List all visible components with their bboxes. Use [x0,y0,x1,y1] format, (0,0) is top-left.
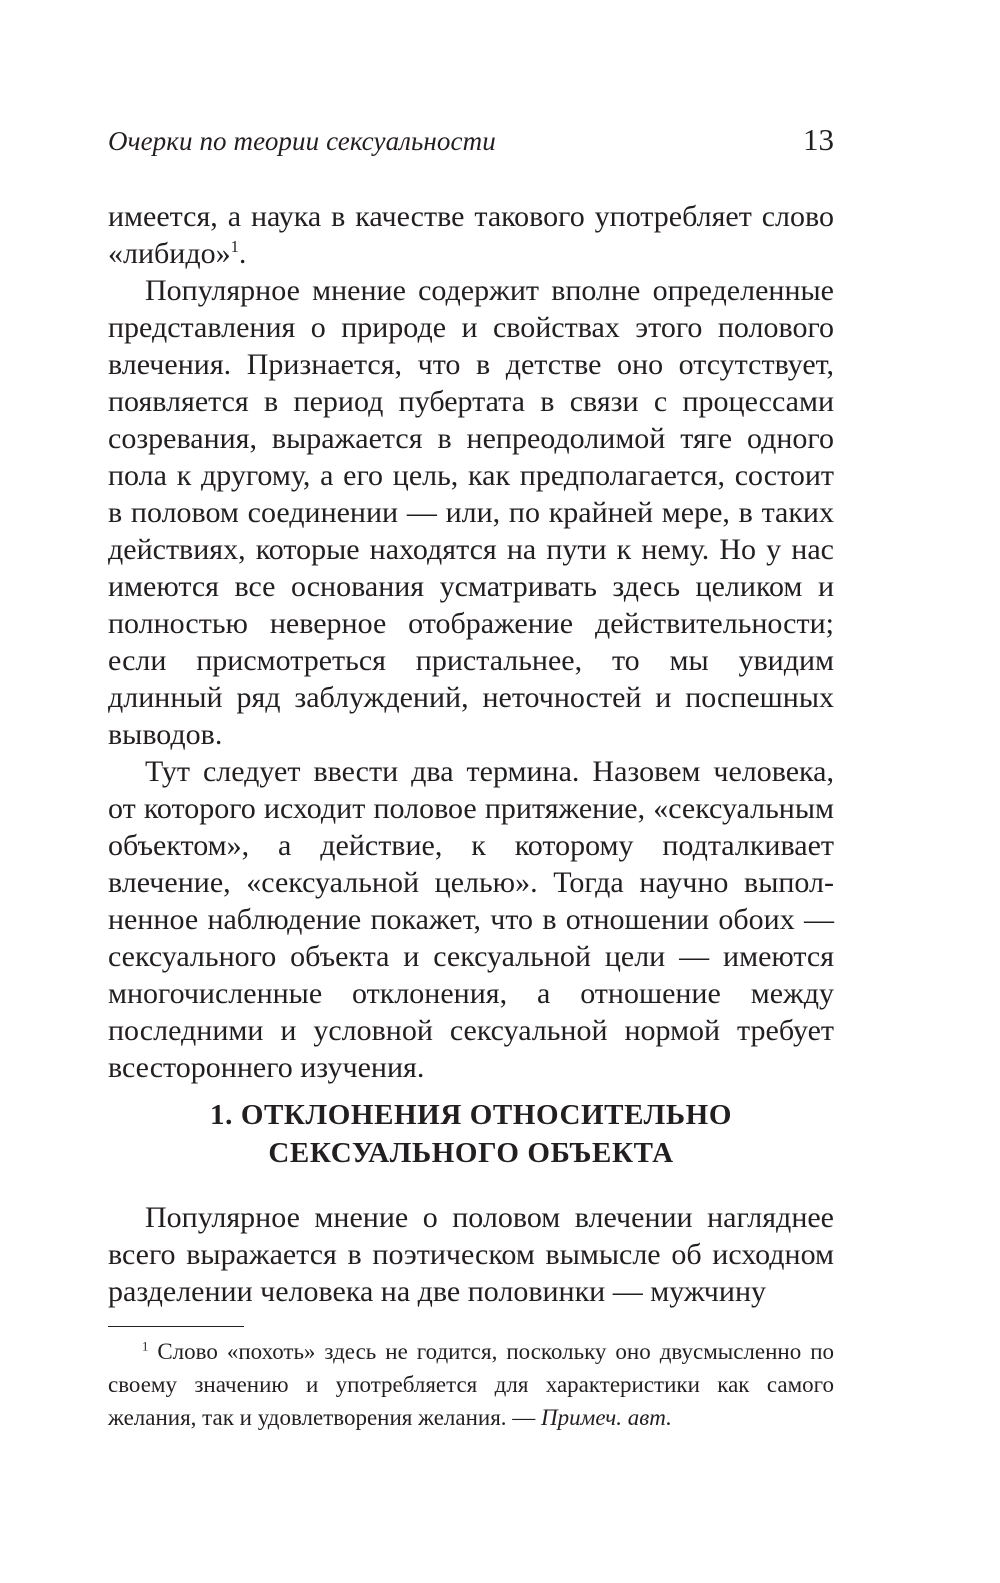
body-text-top [108,198,834,1086]
body-text-bottom [108,1199,834,1310]
running-title: Очерки по теории сексуальности [108,126,496,156]
section-heading-line-1: 1. ОТКЛОНЕНИЯ ОТНОСИТЕЛЬНО [210,1099,732,1131]
footnote-attribution: Примеч. авт. [541,1405,672,1430]
footnote-text: Слово «похоть» здесь не годится, поскольку оно двусмысленно по своему значению и употребляется для характеристики как самого желания, так и удовлетворения желания. — [108,1339,835,1430]
footnote-mark: 1 [142,1339,149,1354]
running-head [108,122,834,166]
page-number: 13 [803,122,834,157]
footnote-divider [108,1326,244,1327]
paragraph-text-end: . [238,237,247,270]
footnote [108,1335,834,1434]
paragraph: Тут следует ввести два термина. Назовем человека, от которого исходит половое притяжение, «сексуальным объектом», а действие, к которому подталкивает влечение, «сексуальной целью». Тогда научно выполненное наблюдение покажет, что в отношении обоих — сексуального объекта и сексуальной цели — имеются многочисленные отклонения, а отношение между последними и условной сексуальной нормой требует всестороннего изучения. [108,755,834,1084]
section-heading [108,1096,834,1172]
section-heading-line-2: СЕКСУАЛЬНОГО ОБЪЕКТА [268,1137,674,1169]
paragraph-continuation [108,198,834,272]
paragraph-text: имеется, а наука в качестве такового употребляет слово «либидо» [108,200,834,270]
paragraph: Популярное мнение о половом влечении нагляднее всего выражается в поэтическом вымысле об исходном разделении человека на две половинки — мужчину [108,1201,834,1308]
paragraph: Популярное мнение содержит вполне определенные представления о природе и свойствах этого полового влечения. Признается, что в детстве оно отсутствует, появляется в период пубертата в связи с процессами созревания, выражается в непреодолимой тяге одного пола к другому, а его цель, как предполагается, состоит в половом соединении — или, по крайней мере, в таких действиях, которые находятся на пути к нему. Но у нас имеются все основания усматривать здесь целиком и полностью неверное отображение действительности; если присмотреться пристальнее, то мы увидим длинный ряд заблуждений, неточностей и поспешных выводов. [108,274,834,751]
footnote-reference: 1 [230,237,239,256]
